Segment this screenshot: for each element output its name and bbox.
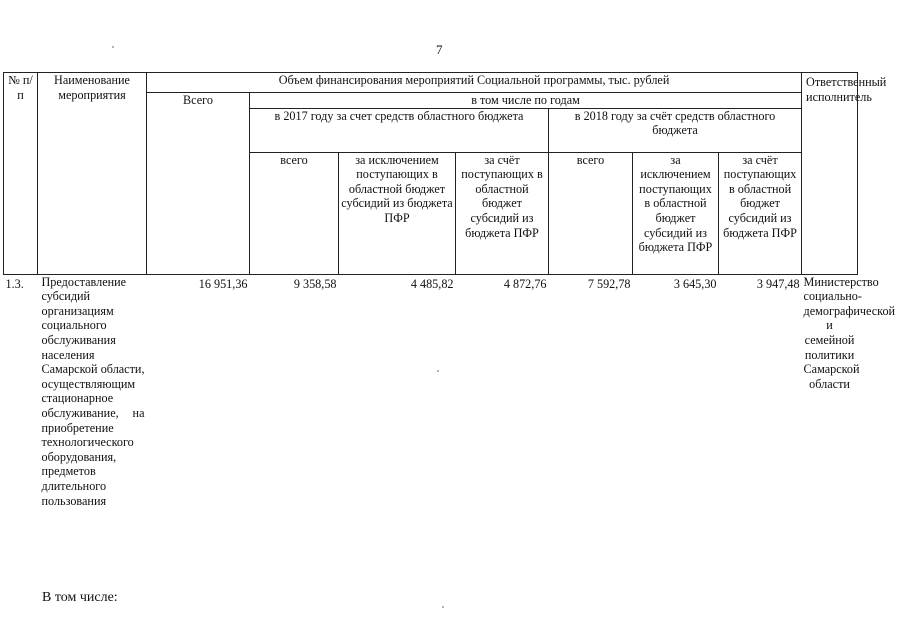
row-name: Предоставление субсидий организациям социального обслуживания населения Самарской области, осуществляющим стационарное обслуживание, на приобретение технологического оборудования, предметов длительного пользования — [38, 274, 147, 574]
row-num: 1.3. — [4, 274, 38, 574]
header-2018-total: всего — [549, 152, 633, 274]
header-2018-pfr: за счёт поступающих в областной бюджет субсидий из бюджета ПФР — [719, 152, 802, 274]
row-2018-total: 7 592,78 — [549, 274, 633, 574]
row-responsible: Министерство социально-демографической и семейной политики Самарской области — [802, 274, 858, 574]
header-num: № п/п — [4, 73, 38, 275]
header-funding: Объем финансирования мероприятий Социальной программы, тыс. рублей — [147, 73, 802, 93]
header-2017: в 2017 году за счет средств областного бюджета — [250, 108, 549, 152]
funding-table — [3, 72, 896, 574]
scan-speck — [112, 46, 114, 48]
header-2018: в 2018 году за счёт средств областного бюджета — [549, 108, 802, 152]
header-total: Всего — [147, 93, 250, 275]
header-by-years: в том числе по годам — [250, 93, 802, 109]
scan-speck — [437, 370, 439, 372]
header-responsible: Ответственный исполнитель — [802, 73, 858, 275]
header-2017-excl: за исключением поступающих в областной бюджет субсидий из бюджета ПФР — [339, 152, 456, 274]
header-name: Наименование мероприятия — [38, 73, 147, 275]
row-2017-excl: 4 485,82 — [339, 274, 456, 574]
header-2017-total: всего — [250, 152, 339, 274]
row-2018-excl: 3 645,30 — [633, 274, 719, 574]
row-2017-total: 9 358,58 — [250, 274, 339, 574]
scan-speck — [442, 606, 444, 608]
row-2018-pfr: 3 947,48 — [719, 274, 802, 574]
header-2017-pfr: за счёт поступающих в областной бюджет субсидий из бюджета ПФР — [456, 152, 549, 274]
note-including: В том числе: — [42, 590, 118, 605]
row-2017-pfr: 4 872,76 — [456, 274, 549, 574]
row-total: 16 951,36 — [147, 274, 250, 574]
header-2018-excl: за исключением поступающих в областной бюджет субсидий из бюджета ПФР — [633, 152, 719, 274]
page-number: 7 — [436, 42, 443, 57]
